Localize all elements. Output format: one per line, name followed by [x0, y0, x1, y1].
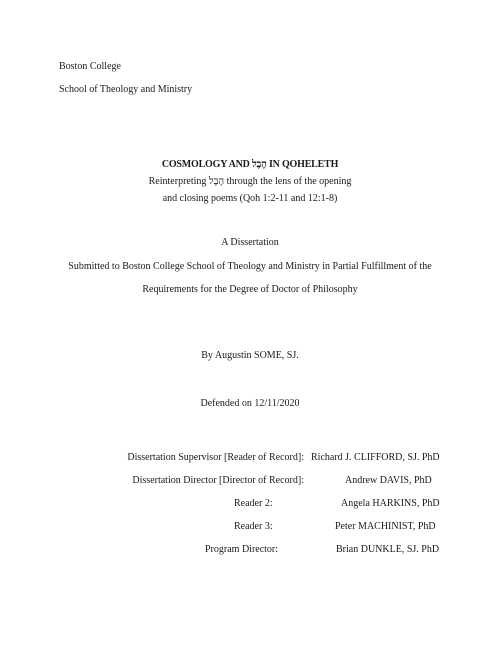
- subtitle-line-2: and closing poems (Qoh 1:2-11 and 12:1-8): [162, 193, 338, 204]
- committee-role: Dissertation Director [Director of Record]:: [132, 475, 304, 486]
- document-type: A Dissertation: [221, 237, 279, 248]
- submission-statement-line-1: Submitted to Boston College School of Theology and Ministry in Partial Fulfillment of the: [68, 261, 432, 272]
- institution-name: Boston College: [59, 61, 121, 72]
- committee-member-name: Brian DUNKLE, SJ. PhD: [336, 544, 440, 555]
- dissertation-title: [0, 159, 500, 171]
- subtitle-prefix: Reinterpreting: [148, 176, 207, 187]
- defense-date: Defended on 12/11/2020: [200, 398, 300, 409]
- subtitle-line-1: [0, 176, 500, 188]
- committee-member-name: Andrew DAVIS, PhD: [345, 475, 432, 486]
- committee-member-name: Peter MACHINIST, PhD: [335, 521, 436, 532]
- committee-role: Program Director:: [205, 544, 279, 555]
- author-line: By Augustin SOME, SJ.: [201, 350, 299, 361]
- committee-member-name: Angela HARKINS, PhD: [341, 498, 440, 509]
- committee-role: Reader 3:: [234, 521, 273, 532]
- school-name: School of Theology and Ministry: [59, 84, 193, 95]
- title-suffix: IN QOHELETH: [268, 159, 339, 170]
- committee-role: Dissertation Supervisor [Reader of Record]:: [127, 452, 304, 463]
- submission-statement-line-2: Requirements for the Degree of Doctor of Philosophy: [142, 284, 358, 295]
- committee-role: Reader 2:: [234, 498, 273, 509]
- title-prefix: COSMOLOGY AND: [161, 159, 250, 170]
- committee-member-name: Richard J. CLIFFORD, SJ. PhD: [311, 452, 440, 463]
- subtitle-suffix: through the lens of the opening: [226, 176, 352, 187]
- title-hebrew-word: הֶבֶל: [252, 159, 267, 170]
- subtitle-hebrew-word: הֶבֶל: [208, 176, 225, 187]
